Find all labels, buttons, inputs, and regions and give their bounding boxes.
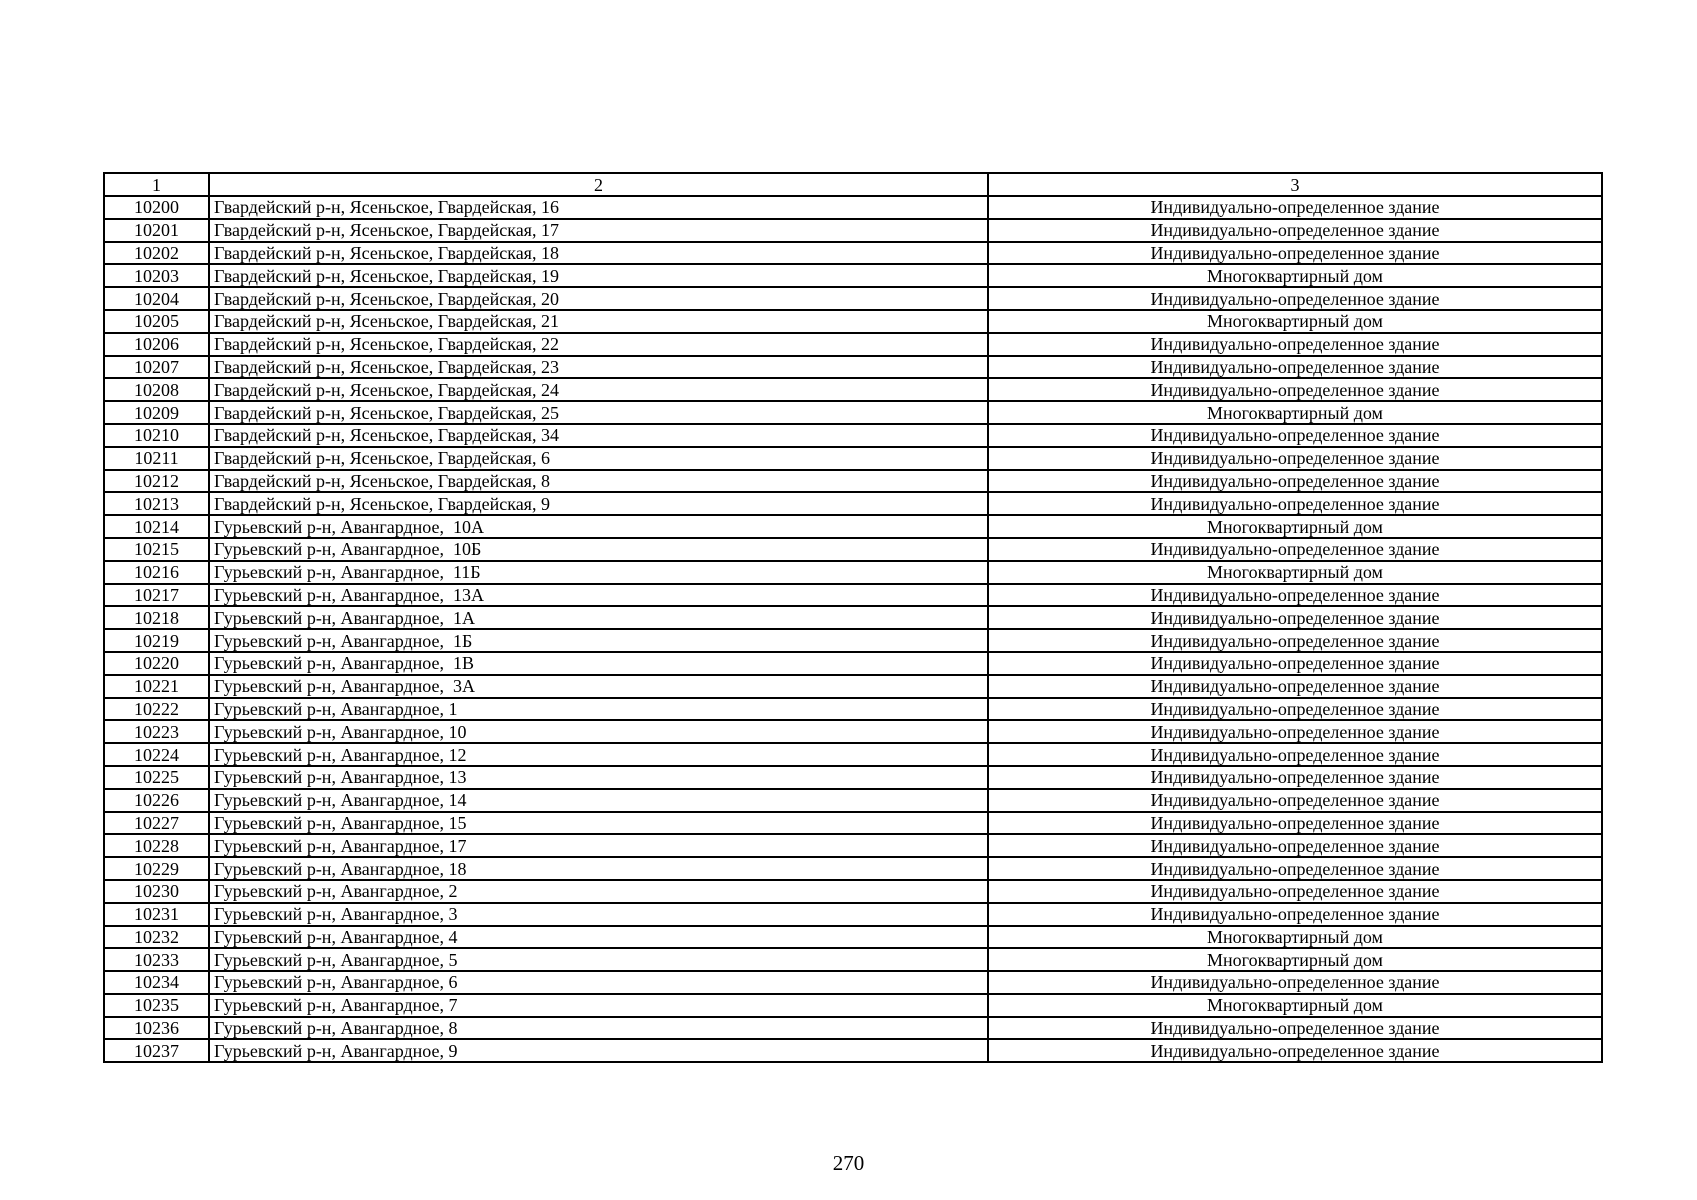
cell-number: 10230 (104, 880, 209, 903)
cell-building-type: Индивидуально-определенное здание (988, 720, 1602, 743)
cell-building-type: Индивидуально-определенное здание (988, 834, 1602, 857)
table-row (104, 310, 1602, 333)
cell-number: 10211 (104, 447, 209, 470)
table-row (104, 1017, 1602, 1040)
table-row (104, 561, 1602, 584)
cell-number: 10219 (104, 629, 209, 652)
cell-address: Гурьевский р-н, Авангардное, 10А (209, 515, 988, 538)
cell-building-type: Индивидуально-определенное здание (988, 1017, 1602, 1040)
table-row (104, 903, 1602, 926)
cell-building-type: Индивидуально-определенное здание (988, 378, 1602, 401)
table-row (104, 698, 1602, 721)
table-row (104, 424, 1602, 447)
table-row (104, 333, 1602, 356)
table-row (104, 242, 1602, 265)
cell-number: 10232 (104, 926, 209, 949)
column-header-number: 1 (104, 173, 209, 196)
table-row (104, 515, 1602, 538)
cell-number: 10221 (104, 675, 209, 698)
page-number: 270 (832, 1151, 865, 1175)
cell-number: 10203 (104, 264, 209, 287)
cell-number: 10222 (104, 698, 209, 721)
table-row (104, 470, 1602, 493)
cell-number: 10227 (104, 812, 209, 835)
table-row (104, 447, 1602, 470)
cell-address: Гурьевский р-н, Авангардное, 13 (209, 766, 988, 789)
cell-address: Гурьевский р-н, Авангардное, 1 (209, 698, 988, 721)
cell-number: 10237 (104, 1039, 209, 1062)
cell-address: Гурьевский р-н, Авангардное, 17 (209, 834, 988, 857)
cell-address: Гвардейский р-н, Ясеньское, Гвардейская, 16 (209, 196, 988, 219)
cell-building-type: Индивидуально-определенное здание (988, 766, 1602, 789)
table-row (104, 606, 1602, 629)
cell-address: Гвардейский р-н, Ясеньское, Гвардейская, 22 (209, 333, 988, 356)
cell-number: 10207 (104, 356, 209, 379)
cell-number: 10212 (104, 470, 209, 493)
cell-number: 10209 (104, 401, 209, 424)
cell-number: 10226 (104, 789, 209, 812)
cell-number: 10200 (104, 196, 209, 219)
cell-building-type: Индивидуально-определенное здание (988, 492, 1602, 515)
cell-building-type: Индивидуально-определенное здание (988, 538, 1602, 561)
table-row (104, 675, 1602, 698)
cell-building-type: Многоквартирный дом (988, 264, 1602, 287)
cell-address: Гурьевский р-н, Авангардное, 4 (209, 926, 988, 949)
table-row (104, 219, 1602, 242)
cell-building-type: Индивидуально-определенное здание (988, 333, 1602, 356)
cell-address: Гвардейский р-н, Ясеньское, Гвардейская, 25 (209, 401, 988, 424)
cell-building-type: Индивидуально-определенное здание (988, 606, 1602, 629)
cell-number: 10231 (104, 903, 209, 926)
cell-address: Гурьевский р-н, Авангардное, 3 (209, 903, 988, 926)
cell-building-type: Индивидуально-определенное здание (988, 698, 1602, 721)
cell-address: Гурьевский р-н, Авангардное, 10Б (209, 538, 988, 561)
table-row (104, 652, 1602, 675)
cell-number: 10202 (104, 242, 209, 265)
table-row (104, 880, 1602, 903)
cell-address: Гурьевский р-н, Авангардное, 7 (209, 994, 988, 1017)
cell-number: 10233 (104, 948, 209, 971)
cell-number: 10235 (104, 994, 209, 1017)
cell-address: Гурьевский р-н, Авангардное, 12 (209, 743, 988, 766)
table-header-row (104, 173, 1602, 196)
cell-building-type: Индивидуально-определенное здание (988, 743, 1602, 766)
cell-address: Гурьевский р-н, Авангардное, 1А (209, 606, 988, 629)
cell-address: Гурьевский р-н, Авангардное, 6 (209, 971, 988, 994)
table-row (104, 720, 1602, 743)
table-row (104, 1039, 1602, 1062)
cell-building-type: Многоквартирный дом (988, 310, 1602, 333)
cell-building-type: Индивидуально-определенное здание (988, 652, 1602, 675)
table-row (104, 789, 1602, 812)
cell-address: Гурьевский р-н, Авангардное, 14 (209, 789, 988, 812)
table-row (104, 743, 1602, 766)
cell-building-type: Индивидуально-определенное здание (988, 356, 1602, 379)
table-row (104, 948, 1602, 971)
cell-number: 10214 (104, 515, 209, 538)
cell-building-type: Индивидуально-определенное здание (988, 196, 1602, 219)
table-row (104, 629, 1602, 652)
cell-number: 10218 (104, 606, 209, 629)
cell-building-type: Индивидуально-определенное здание (988, 675, 1602, 698)
table-row (104, 492, 1602, 515)
cell-building-type: Многоквартирный дом (988, 515, 1602, 538)
cell-number: 10225 (104, 766, 209, 789)
cell-address: Гурьевский р-н, Авангардное, 1Б (209, 629, 988, 652)
table-row (104, 857, 1602, 880)
cell-address: Гвардейский р-н, Ясеньское, Гвардейская, 23 (209, 356, 988, 379)
table-row (104, 356, 1602, 379)
table-row (104, 584, 1602, 607)
table-row (104, 287, 1602, 310)
table-row (104, 812, 1602, 835)
table-row (104, 538, 1602, 561)
cell-building-type: Индивидуально-определенное здание (988, 219, 1602, 242)
cell-building-type: Индивидуально-определенное здание (988, 903, 1602, 926)
table-row (104, 926, 1602, 949)
table-row (104, 766, 1602, 789)
table-row (104, 834, 1602, 857)
cell-address: Гурьевский р-н, Авангардное, 2 (209, 880, 988, 903)
cell-building-type: Индивидуально-определенное здание (988, 242, 1602, 265)
cell-building-type: Индивидуально-определенное здание (988, 971, 1602, 994)
cell-number: 10220 (104, 652, 209, 675)
cell-number: 10224 (104, 743, 209, 766)
cell-number: 10205 (104, 310, 209, 333)
cell-address: Гурьевский р-н, Авангардное, 10 (209, 720, 988, 743)
cell-number: 10201 (104, 219, 209, 242)
cell-address: Гвардейский р-н, Ясеньское, Гвардейская, 24 (209, 378, 988, 401)
cell-address: Гурьевский р-н, Авангардное, 11Б (209, 561, 988, 584)
cell-address: Гурьевский р-н, Авангардное, 13А (209, 584, 988, 607)
cell-address: Гурьевский р-н, Авангардное, 9 (209, 1039, 988, 1062)
cell-address: Гурьевский р-н, Авангардное, 5 (209, 948, 988, 971)
cell-number: 10204 (104, 287, 209, 310)
cell-number: 10229 (104, 857, 209, 880)
cell-address: Гвардейский р-н, Ясеньское, Гвардейская, 9 (209, 492, 988, 515)
cell-building-type: Индивидуально-определенное здание (988, 812, 1602, 835)
registry-table-body (104, 173, 1602, 1062)
table-row (104, 994, 1602, 1017)
cell-building-type: Индивидуально-определенное здание (988, 447, 1602, 470)
registry-table (103, 172, 1603, 1063)
table-row (104, 401, 1602, 424)
cell-building-type: Индивидуально-определенное здание (988, 789, 1602, 812)
cell-address: Гурьевский р-н, Авангардное, 8 (209, 1017, 988, 1040)
cell-address: Гурьевский р-н, Авангардное, 15 (209, 812, 988, 835)
cell-number: 10223 (104, 720, 209, 743)
cell-number: 10236 (104, 1017, 209, 1040)
cell-address: Гвардейский р-н, Ясеньское, Гвардейская, 20 (209, 287, 988, 310)
cell-number: 10215 (104, 538, 209, 561)
cell-address: Гвардейский р-н, Ясеньское, Гвардейская, 18 (209, 242, 988, 265)
cell-number: 10217 (104, 584, 209, 607)
cell-address: Гвардейский р-н, Ясеньское, Гвардейская, 19 (209, 264, 988, 287)
table-row (104, 264, 1602, 287)
cell-number: 10206 (104, 333, 209, 356)
cell-number: 10213 (104, 492, 209, 515)
cell-address: Гвардейский р-н, Ясеньское, Гвардейская, 6 (209, 447, 988, 470)
cell-building-type: Многоквартирный дом (988, 561, 1602, 584)
cell-building-type: Индивидуально-определенное здание (988, 424, 1602, 447)
cell-address: Гвардейский р-н, Ясеньское, Гвардейская, 34 (209, 424, 988, 447)
cell-address: Гвардейский р-н, Ясеньское, Гвардейская, 21 (209, 310, 988, 333)
cell-building-type: Индивидуально-определенное здание (988, 1039, 1602, 1062)
column-header-building-type: 3 (988, 173, 1602, 196)
cell-building-type: Индивидуально-определенное здание (988, 629, 1602, 652)
cell-number: 10228 (104, 834, 209, 857)
cell-building-type: Многоквартирный дом (988, 401, 1602, 424)
table-row (104, 378, 1602, 401)
cell-number: 10234 (104, 971, 209, 994)
cell-address: Гурьевский р-н, Авангардное, 1В (209, 652, 988, 675)
table-row (104, 196, 1602, 219)
cell-address: Гурьевский р-н, Авангардное, 3А (209, 675, 988, 698)
cell-number: 10208 (104, 378, 209, 401)
cell-building-type: Индивидуально-определенное здание (988, 470, 1602, 493)
cell-address: Гвардейский р-н, Ясеньское, Гвардейская, 8 (209, 470, 988, 493)
column-header-address: 2 (209, 173, 988, 196)
cell-building-type: Индивидуально-определенное здание (988, 584, 1602, 607)
table-row (104, 971, 1602, 994)
cell-address: Гурьевский р-н, Авангардное, 18 (209, 857, 988, 880)
cell-building-type: Многоквартирный дом (988, 948, 1602, 971)
cell-building-type: Индивидуально-определенное здание (988, 857, 1602, 880)
cell-number: 10216 (104, 561, 209, 584)
cell-address: Гвардейский р-н, Ясеньское, Гвардейская, 17 (209, 219, 988, 242)
cell-building-type: Индивидуально-определенное здание (988, 880, 1602, 903)
cell-building-type: Многоквартирный дом (988, 926, 1602, 949)
cell-building-type: Многоквартирный дом (988, 994, 1602, 1017)
cell-number: 10210 (104, 424, 209, 447)
cell-building-type: Индивидуально-определенное здание (988, 287, 1602, 310)
